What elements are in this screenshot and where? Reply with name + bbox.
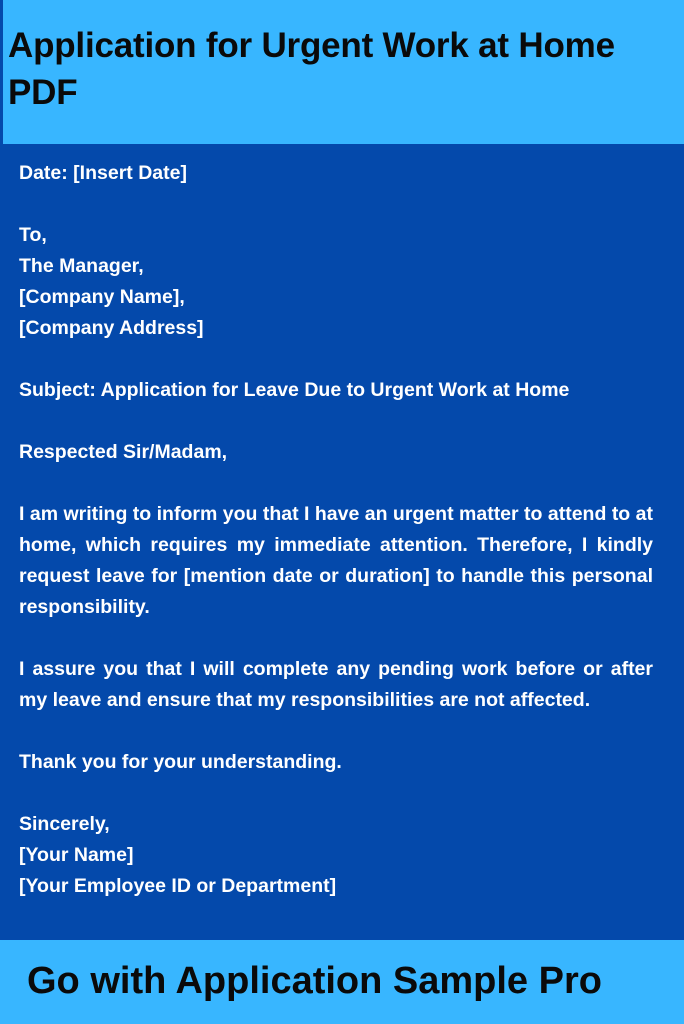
sender-name: [Your Name] [19,844,134,866]
spacer [19,189,653,220]
spacer [19,623,653,654]
closing-block [19,809,653,902]
sender-employee-info: [Your Employee ID or Department] [19,875,337,897]
subject-line: Subject: Application for Leave Due to Urgent Work at Home [19,379,570,401]
recipient-address: [Company Address] [19,317,204,339]
spacer [19,406,653,437]
recipient-block [19,220,653,344]
spacer [19,716,653,747]
salutation: Respected Sir/Madam, [19,441,228,463]
recipient-to: To, [19,224,47,246]
footer-text: Go with Application Sample Pro [27,960,602,1002]
footer-banner [0,940,684,1024]
sign-off: Sincerely, [19,813,110,835]
recipient-company: [Company Name], [19,286,185,308]
body-paragraph-2: I assure you that I will complete any pending work before or after my leave and ensure that my responsibilities are not affected. [19,658,653,711]
date-line: Date: [Insert Date] [19,162,187,184]
spacer [19,778,653,809]
recipient-title: The Manager, [19,255,144,277]
spacer [19,344,653,375]
thanks-line: Thank you for your understanding. [19,751,342,773]
spacer [19,468,653,499]
page-title: Application for Urgent Work at Home PDF [8,26,615,112]
letter-body [19,158,653,902]
header-banner [0,0,684,144]
body-paragraph-1: I am writing to inform you that I have an urgent matter to attend to at home, which requires my immediate attention. Therefore, I kindly request leave for [mention date or duration] to handle this personal responsibility. [19,503,653,618]
